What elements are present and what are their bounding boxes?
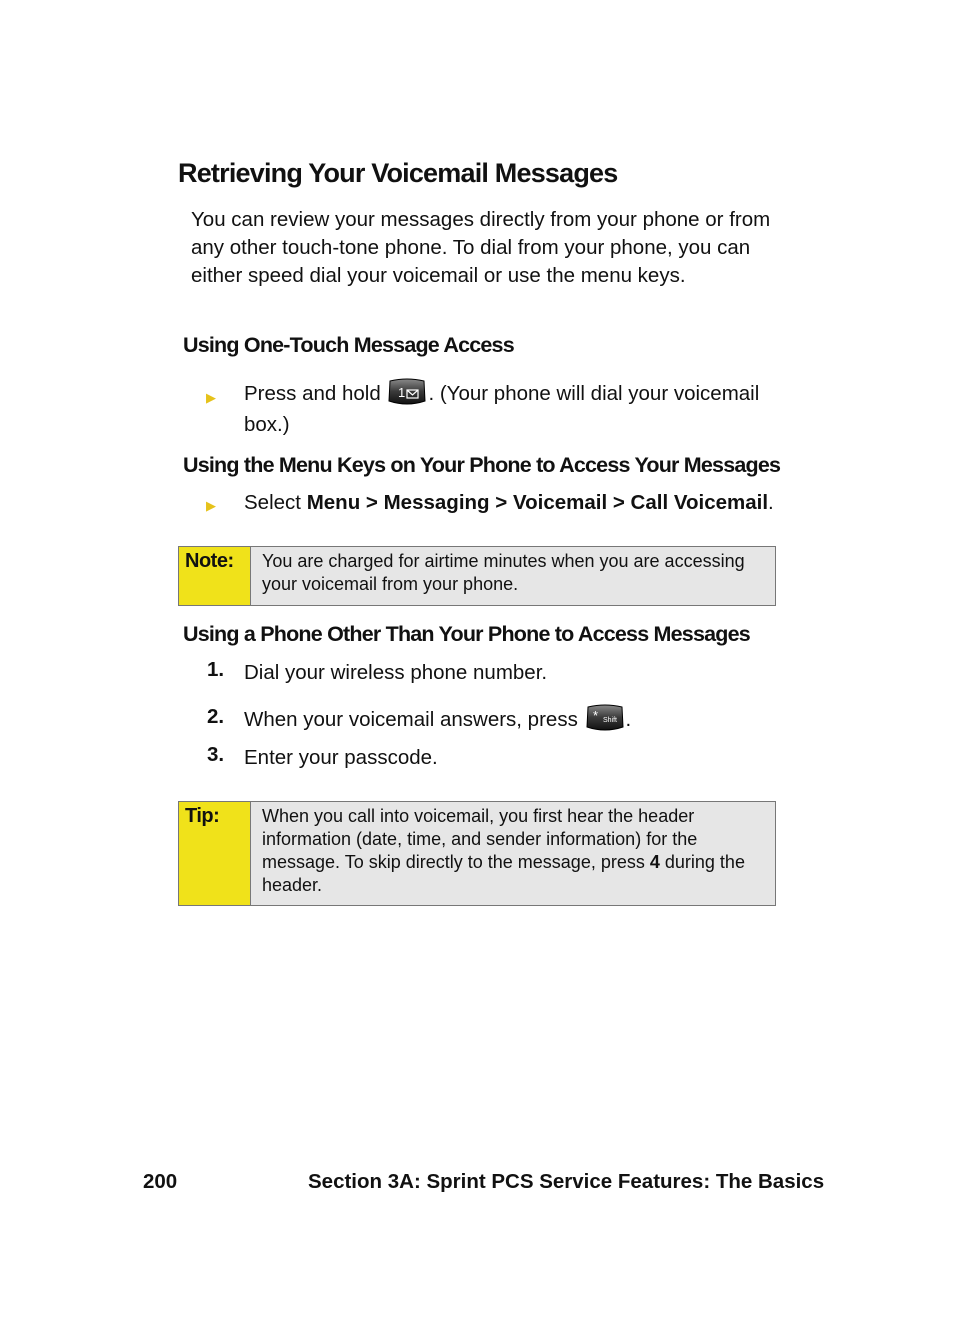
intro-paragraph: You can review your messages directly from your phone or from any other touch-tone phone. To dial from your phone, you can either speed dial your voicemail or use the menu keys.	[191, 208, 771, 287]
menu-path-end: .	[768, 491, 774, 514]
page-number: 200	[143, 1170, 178, 1193]
one-touch-instruction	[244, 379, 789, 439]
key-star: *	[592, 707, 598, 723]
select-text: Select	[244, 491, 301, 514]
menu-path-voicemail: Voicemail	[512, 491, 608, 514]
step-text-period: .	[625, 708, 632, 731]
tip-key-number: 4	[649, 852, 660, 872]
menu-path-call-voicemail: Call Voicemail	[630, 491, 769, 514]
step-text-press: When your voicemail answers, press	[244, 708, 578, 731]
step-text: Enter your passcode.	[244, 746, 438, 769]
bullet-arrow-icon: ▶	[206, 498, 216, 513]
menu-path-separator: >	[495, 491, 508, 514]
menu-path-separator: >	[365, 491, 378, 514]
section-title-one-touch: Using One-Touch Message Access	[183, 333, 514, 357]
note-text: You are charged for airtime minutes when you are accessing your voicemail from your phone.	[262, 551, 745, 594]
one-voicemail-key-icon	[387, 377, 427, 407]
section-title-menu-keys: Using the Menu Keys on Your Phone to Access Your Messages	[183, 453, 781, 477]
menu-path-messaging: Messaging	[383, 491, 490, 514]
tip-text-end: during the header.	[262, 852, 745, 895]
note-box	[178, 546, 776, 606]
step-text: Dial your wireless phone number.	[244, 661, 548, 684]
section-title-other-phone: Using a Phone Other Than Your Phone to Access Messages	[183, 622, 750, 646]
step-number: 2.	[207, 705, 225, 728]
star-shift-key-icon	[585, 703, 625, 733]
page-title: Retrieving Your Voicemail Messages	[178, 158, 618, 188]
note-label: Note:	[179, 547, 251, 605]
step-text	[244, 705, 631, 736]
press-hold-text: Press and hold	[244, 382, 381, 405]
section-footer: Section 3A: Sprint PCS Service Features: The Basics	[308, 1170, 825, 1193]
step-number: 3.	[207, 743, 225, 766]
press-hold-result: . (Your phone will dial your voicemail box.)	[244, 382, 760, 436]
tip-label: Tip:	[179, 802, 251, 905]
step-number: 1.	[207, 658, 225, 681]
bullet-arrow-icon: ▶	[206, 390, 216, 405]
menu-path-separator: >	[612, 491, 625, 514]
tip-text	[251, 802, 775, 905]
tip-box	[178, 801, 776, 906]
menu-path-menu: Menu	[306, 491, 361, 514]
menu-path-instruction	[244, 488, 774, 517]
key-shift-label: Shift	[602, 716, 617, 724]
key-digit: 1	[398, 384, 406, 400]
tip-text-main: When you call into voicemail, you first hear the header information (date, time, and sender information) for the message. To skip directly to the message, press	[262, 806, 698, 872]
